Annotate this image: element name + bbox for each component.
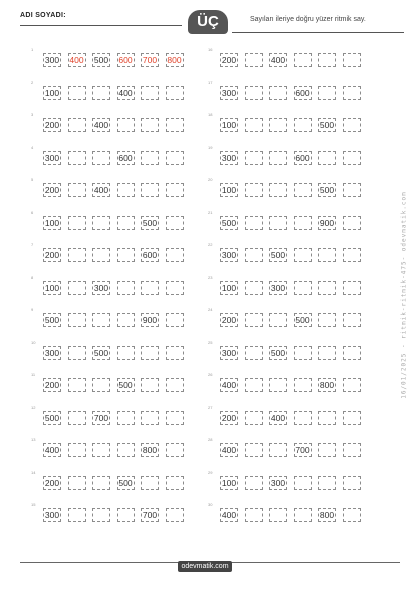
exercise-row	[208, 79, 367, 100]
number-box: 400	[93, 185, 109, 195]
answer-box[interactable]	[141, 378, 159, 392]
answer-box[interactable]	[318, 411, 336, 425]
answer-box[interactable]	[68, 118, 86, 132]
answer-box[interactable]	[92, 313, 110, 327]
exercise-number: 2	[31, 79, 34, 85]
answer-box[interactable]	[318, 86, 336, 100]
answer-box[interactable]	[117, 216, 135, 230]
answer-box[interactable]	[269, 86, 287, 100]
answer-box[interactable]	[245, 248, 263, 262]
number-box: 800	[142, 445, 158, 455]
exercise-number: 6	[31, 209, 34, 215]
answer-box[interactable]	[68, 313, 86, 327]
exercise-number: 20	[208, 177, 213, 182]
exercise-number: 1	[31, 47, 34, 52]
answer-box[interactable]	[68, 183, 86, 197]
answer-box[interactable]	[318, 281, 336, 295]
exercise-number: 14	[31, 469, 36, 475]
number-box: 200	[44, 250, 60, 260]
exercise-row	[31, 209, 190, 230]
exercise-number: 3	[31, 112, 34, 117]
answer-box[interactable]	[269, 118, 287, 132]
answer-box[interactable]	[269, 216, 287, 230]
answer-box[interactable]	[269, 508, 287, 522]
answer-box[interactable]	[68, 281, 86, 295]
answer-box[interactable]	[245, 183, 263, 197]
number-box: 800	[319, 380, 335, 390]
number-box: 100	[44, 217, 60, 228]
exercise-number: 23	[208, 274, 213, 280]
answer-box[interactable]	[343, 248, 361, 262]
exercise-row	[208, 112, 367, 132]
number-box: 200	[221, 55, 237, 65]
answer-box[interactable]	[245, 313, 263, 327]
number-box: 900	[319, 217, 335, 228]
worksheet-header	[0, 0, 420, 40]
exercise-number: 24	[208, 307, 213, 312]
number-box: 500	[44, 315, 60, 325]
side-watermark-text: 16/01/2025 - ritmik-ritmik-475- odevmatik.com	[400, 191, 408, 399]
answer-box[interactable]	[166, 281, 184, 295]
answer-box[interactable]	[343, 476, 361, 490]
instruction-underline	[232, 32, 404, 33]
answer-box[interactable]	[92, 508, 110, 522]
answer-box[interactable]	[166, 118, 184, 132]
number-box: 200	[44, 477, 60, 488]
answer-box[interactable]	[245, 216, 263, 230]
number-box: 500	[295, 315, 310, 325]
number-box: 300	[44, 510, 60, 520]
answer-box[interactable]	[141, 476, 159, 490]
answer-box[interactable]	[343, 281, 361, 295]
number-box: 800	[319, 510, 335, 520]
number-box: 100	[221, 185, 237, 195]
exercise-row	[31, 469, 190, 490]
instruction-text: Sayıları ileriye doğru yüzer ritmik say.	[250, 16, 366, 23]
exercise-number: 13	[31, 437, 36, 442]
exercise-row	[31, 502, 190, 522]
number-box: 400	[221, 510, 237, 520]
answer-box[interactable]	[318, 443, 336, 457]
exercise-number: 5	[31, 177, 34, 182]
answer-box[interactable]	[294, 118, 312, 132]
answer-box[interactable]	[166, 313, 184, 327]
exercise-number: 9	[31, 307, 34, 312]
answer-box[interactable]	[343, 346, 361, 360]
answer-box[interactable]	[318, 151, 336, 165]
number-box: 300	[44, 152, 60, 163]
exercise-row	[31, 339, 190, 360]
exercise-row	[208, 242, 367, 262]
exercise-number: 25	[208, 339, 213, 345]
exercise-number: 4	[31, 144, 34, 150]
answer-box[interactable]	[68, 476, 86, 490]
answer-box[interactable]	[245, 443, 263, 457]
number-box: 100	[221, 120, 237, 130]
answer-box[interactable]	[117, 118, 135, 132]
subject-badge: ÜÇ	[188, 10, 228, 34]
answer-box[interactable]	[245, 281, 263, 295]
exercise-row	[31, 242, 190, 262]
number-box: 400	[270, 55, 286, 65]
answer-box[interactable]	[343, 216, 361, 230]
exercise-row	[31, 437, 190, 457]
answer-box[interactable]	[318, 53, 336, 67]
name-underline	[20, 25, 182, 26]
number-box: 600	[295, 87, 310, 98]
exercise-number: 29	[208, 469, 213, 475]
number-box: 500	[93, 347, 109, 358]
number-box: 400	[221, 445, 237, 455]
answer-box[interactable]	[318, 346, 336, 360]
number-box: 600	[118, 55, 133, 65]
footer-site-badge: odevmatik.com	[178, 561, 232, 572]
number-box: 700	[295, 445, 310, 455]
number-box: 500	[93, 55, 109, 65]
answer-box[interactable]	[318, 476, 336, 490]
exercise-row	[208, 469, 367, 490]
answer-box[interactable]	[117, 411, 135, 425]
exercise-number: 7	[31, 242, 34, 247]
exercise-row	[31, 47, 190, 67]
answer-box[interactable]	[92, 443, 110, 457]
number-box: 200	[44, 120, 60, 130]
answer-box[interactable]	[141, 86, 159, 100]
answer-box[interactable]	[141, 183, 159, 197]
exercise-number: 21	[208, 209, 213, 215]
exercise-number: 8	[31, 274, 34, 280]
answer-box[interactable]	[318, 313, 336, 327]
exercise-row	[208, 372, 367, 392]
exercise-number: 15	[31, 502, 36, 507]
number-box: 100	[44, 87, 60, 98]
number-box: 200	[44, 185, 60, 195]
answer-box[interactable]	[269, 151, 287, 165]
answer-box[interactable]	[117, 443, 135, 457]
number-box: 200	[221, 315, 237, 325]
exercise-number: 19	[208, 144, 213, 150]
exercise-number: 16	[208, 47, 213, 52]
answer-box[interactable]	[68, 86, 86, 100]
answer-box[interactable]	[294, 183, 312, 197]
answer-box[interactable]	[117, 313, 135, 327]
answer-box[interactable]	[141, 281, 159, 295]
exercise-number: 18	[208, 112, 213, 117]
exercise-number: 27	[208, 404, 213, 410]
exercise-row	[31, 404, 190, 425]
number-box: 500	[270, 347, 286, 358]
answer-box[interactable]	[269, 378, 287, 392]
answer-box[interactable]	[166, 476, 184, 490]
answer-box[interactable]	[117, 183, 135, 197]
answer-box[interactable]	[245, 86, 263, 100]
answer-box[interactable]	[318, 248, 336, 262]
exercise-number: 12	[31, 404, 36, 410]
number-box: 300	[221, 250, 237, 260]
answer-box[interactable]	[68, 443, 86, 457]
number-box: 300	[221, 152, 237, 163]
answer-box[interactable]	[141, 151, 159, 165]
answer-box[interactable]	[141, 118, 159, 132]
answer-box[interactable]	[68, 151, 86, 165]
exercise-row	[208, 339, 367, 360]
number-box: 300	[270, 477, 286, 488]
exercise-row	[31, 79, 190, 100]
answer-box[interactable]	[245, 118, 263, 132]
answer-box[interactable]	[294, 248, 312, 262]
number-box: 600	[118, 152, 133, 163]
exercise-row	[31, 112, 190, 132]
answer-box[interactable]	[245, 378, 263, 392]
number-box: 300	[44, 55, 60, 65]
answer-box[interactable]	[343, 151, 361, 165]
answer-box[interactable]	[245, 346, 263, 360]
number-box: 700	[142, 55, 158, 65]
exercise-number: 26	[208, 372, 213, 377]
answer-box[interactable]	[68, 216, 86, 230]
answer-box[interactable]	[294, 346, 312, 360]
answer-box[interactable]	[117, 508, 135, 522]
number-box: 400	[221, 380, 237, 390]
exercise-number: 17	[208, 79, 213, 85]
exercise-row	[31, 307, 190, 327]
number-box: 300	[93, 282, 109, 293]
answer-box[interactable]	[343, 443, 361, 457]
answer-box[interactable]	[92, 378, 110, 392]
answer-box[interactable]	[343, 86, 361, 100]
number-box: 300	[221, 347, 237, 358]
answer-box[interactable]	[166, 86, 184, 100]
answer-box[interactable]	[245, 411, 263, 425]
answer-box[interactable]	[343, 118, 361, 132]
answer-box[interactable]	[117, 346, 135, 360]
exercise-row	[208, 502, 367, 522]
number-box: 100	[221, 282, 237, 293]
answer-box[interactable]	[166, 508, 184, 522]
exercise-row	[208, 209, 367, 230]
number-box: 800	[167, 55, 182, 65]
number-box: 500	[142, 217, 158, 228]
number-box: 200	[44, 380, 60, 390]
answer-box[interactable]	[117, 248, 135, 262]
number-box: 100	[44, 282, 60, 293]
exercise-row	[31, 177, 190, 197]
number-box: 700	[93, 412, 109, 423]
answer-box[interactable]	[294, 216, 312, 230]
exercise-number: 10	[31, 339, 36, 345]
answer-box[interactable]	[92, 248, 110, 262]
answer-box[interactable]	[343, 183, 361, 197]
answer-box[interactable]	[166, 443, 184, 457]
number-box: 300	[44, 347, 60, 358]
answer-box[interactable]	[294, 378, 312, 392]
exercise-row	[31, 372, 190, 392]
number-box: 300	[221, 87, 237, 98]
exercise-row	[208, 307, 367, 327]
answer-box[interactable]	[92, 151, 110, 165]
exercise-number: 11	[31, 372, 36, 377]
answer-box[interactable]	[294, 508, 312, 522]
answer-box[interactable]	[166, 411, 184, 425]
answer-box[interactable]	[269, 443, 287, 457]
answer-box[interactable]	[166, 248, 184, 262]
number-box: 500	[270, 250, 286, 260]
number-box: 500	[221, 217, 237, 228]
answer-box[interactable]	[166, 183, 184, 197]
exercise-number: 28	[208, 437, 213, 442]
answer-box[interactable]	[245, 508, 263, 522]
exercise-row	[208, 47, 367, 67]
answer-box[interactable]	[294, 411, 312, 425]
number-box: 600	[295, 152, 310, 163]
number-box: 500	[319, 120, 335, 130]
answer-box[interactable]	[92, 476, 110, 490]
answer-box[interactable]	[294, 281, 312, 295]
number-box: 500	[44, 412, 60, 423]
exercise-number: 22	[208, 242, 213, 247]
number-box: 700	[142, 510, 158, 520]
answer-box[interactable]	[269, 183, 287, 197]
answer-box[interactable]	[343, 313, 361, 327]
answer-box[interactable]	[343, 508, 361, 522]
number-box: 900	[142, 315, 158, 325]
answer-box[interactable]	[68, 378, 86, 392]
answer-box[interactable]	[92, 216, 110, 230]
answer-box[interactable]	[245, 53, 263, 67]
answer-box[interactable]	[141, 346, 159, 360]
number-box: 200	[221, 412, 237, 423]
answer-box[interactable]	[166, 216, 184, 230]
answer-box[interactable]	[166, 151, 184, 165]
answer-box[interactable]	[68, 346, 86, 360]
answer-box[interactable]	[92, 86, 110, 100]
number-box: 500	[118, 477, 133, 488]
name-label: ADI SOYADI:	[20, 12, 66, 19]
exercise-row	[31, 274, 190, 295]
exercise-row	[208, 404, 367, 425]
number-box: 400	[44, 445, 60, 455]
answer-box[interactable]	[68, 411, 86, 425]
answer-box[interactable]	[294, 53, 312, 67]
exercise-row	[208, 437, 367, 457]
answer-box[interactable]	[245, 476, 263, 490]
answer-box[interactable]	[166, 346, 184, 360]
answer-box[interactable]	[343, 378, 361, 392]
exercise-row	[31, 144, 190, 165]
number-box: 400	[69, 55, 84, 65]
exercise-number: 30	[208, 502, 213, 507]
answer-box[interactable]	[343, 53, 361, 67]
exercise-row	[208, 177, 367, 197]
number-box: 400	[118, 87, 133, 98]
exercise-row	[208, 144, 367, 165]
number-box: 400	[270, 412, 286, 423]
answer-box[interactable]	[68, 248, 86, 262]
answer-box[interactable]	[117, 281, 135, 295]
number-box: 500	[118, 380, 133, 390]
number-box: 600	[142, 250, 158, 260]
answer-box[interactable]	[245, 151, 263, 165]
number-box: 300	[270, 282, 286, 293]
number-box: 400	[93, 120, 109, 130]
answer-box[interactable]	[141, 411, 159, 425]
answer-box[interactable]	[269, 313, 287, 327]
number-box: 500	[319, 185, 335, 195]
answer-box[interactable]	[166, 378, 184, 392]
number-box: 100	[221, 477, 237, 488]
exercise-row	[208, 274, 367, 295]
answer-box[interactable]	[294, 476, 312, 490]
answer-box[interactable]	[68, 508, 86, 522]
answer-box[interactable]	[343, 411, 361, 425]
